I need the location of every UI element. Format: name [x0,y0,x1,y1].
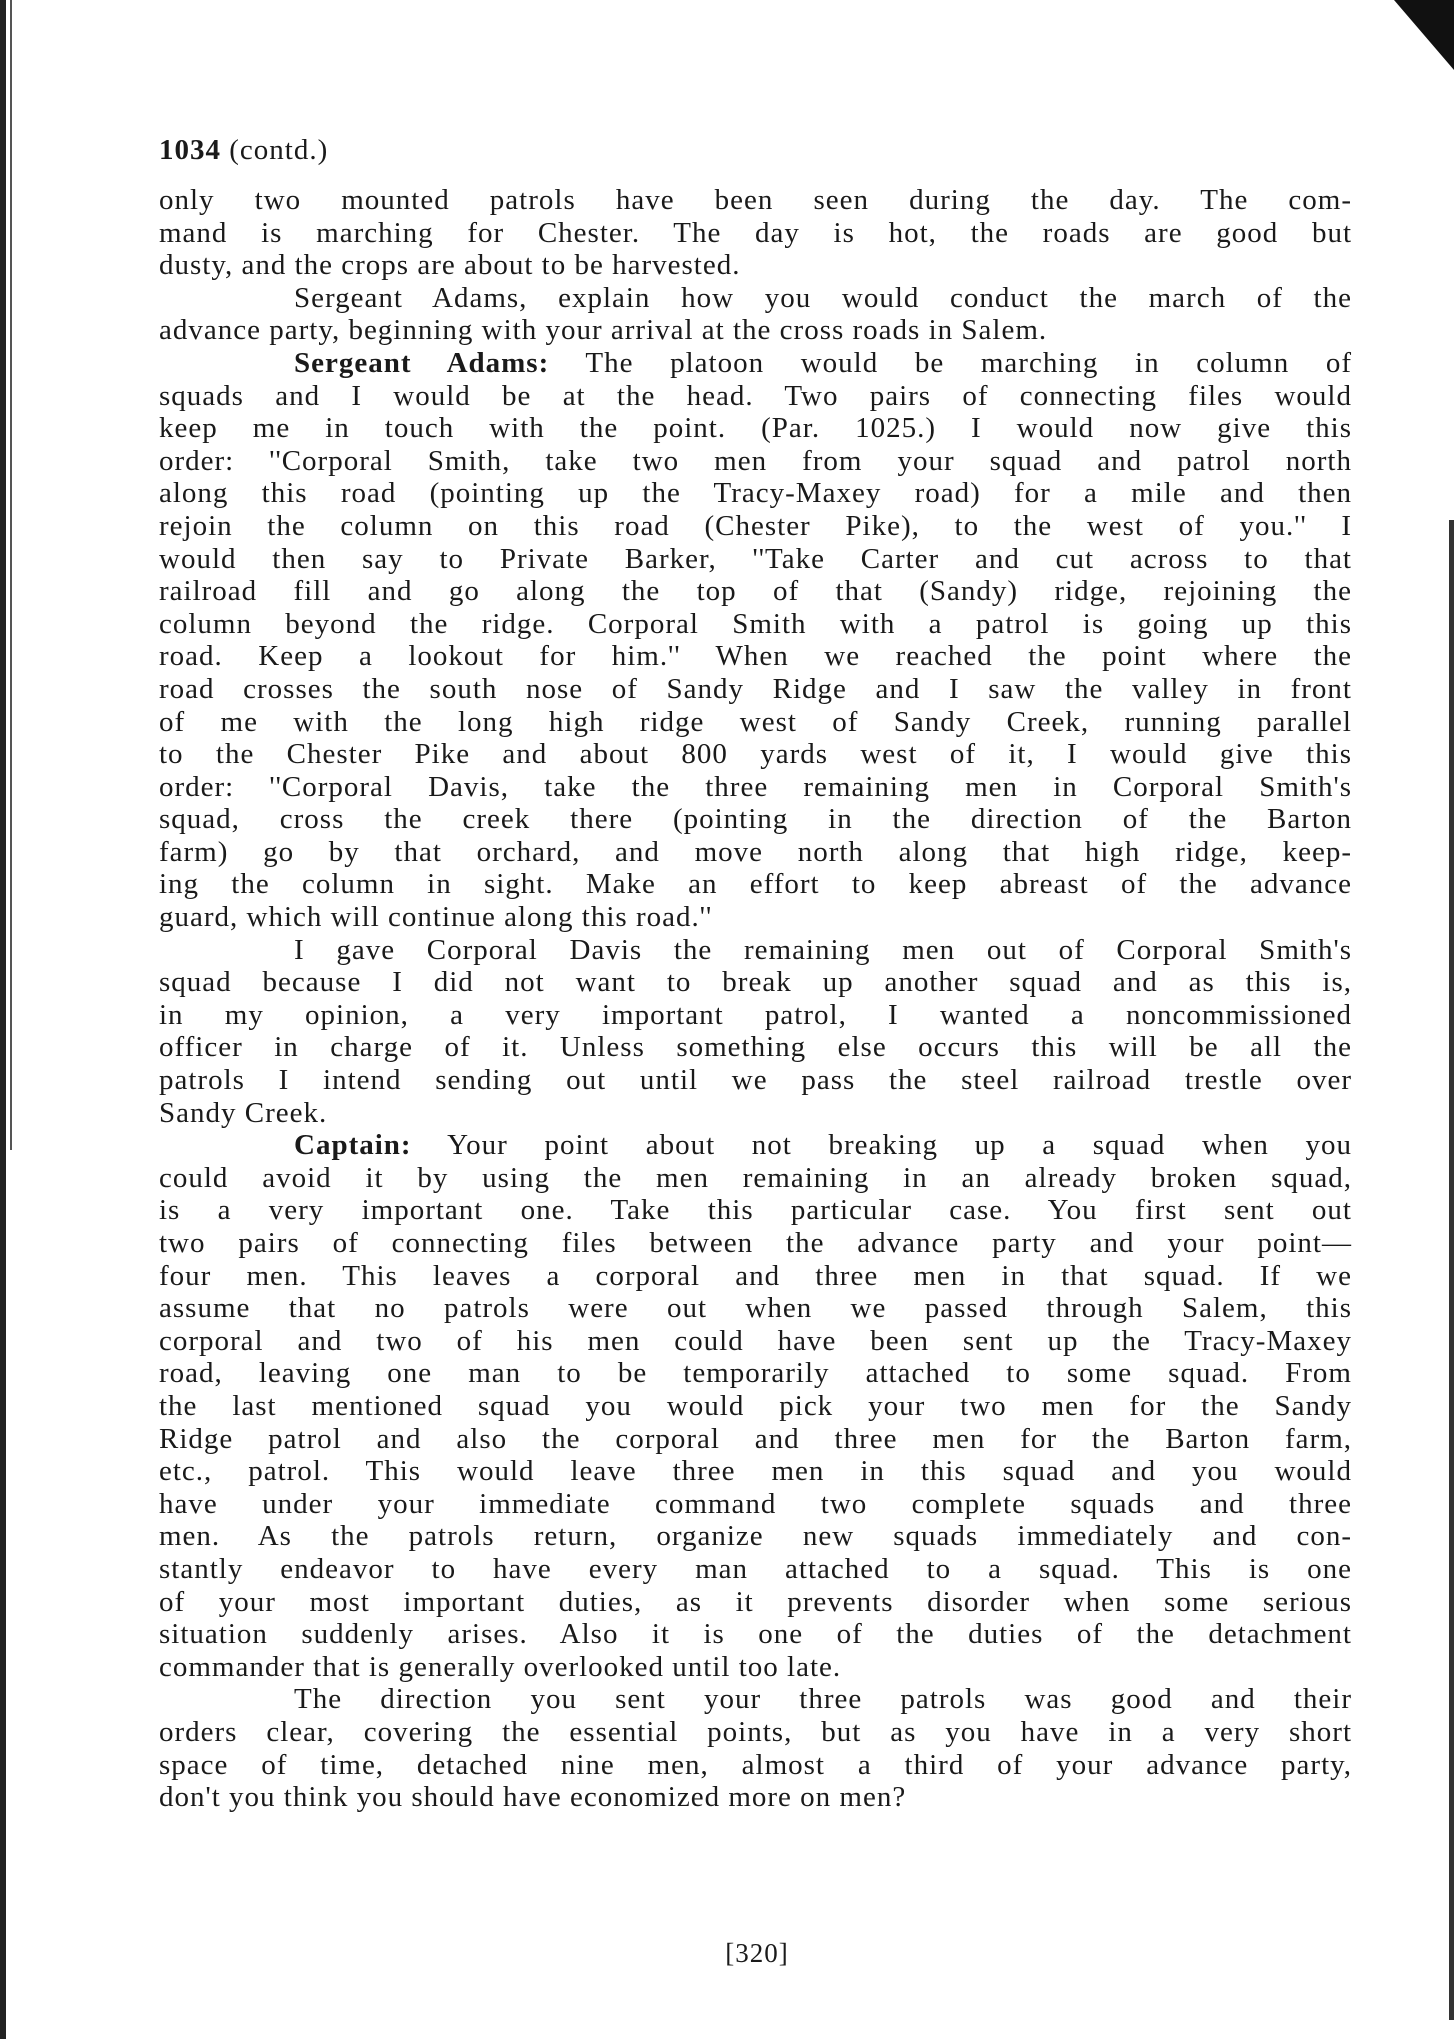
line-text: four men. This leaves a corporal and three men in that squad. If we [159,1259,1352,1292]
line-text: Sergeant Adams, explain how you would conduct the march of the [294,281,1352,314]
text-line [159,1586,1352,1619]
line-text: order: ''Corporal Davis, take the three remaining men in Corporal Smith's [159,770,1352,803]
line-text: The platoon would be marching in column of [549,346,1352,379]
line-text: could avoid it by using the men remaining in an already broken squad, [159,1161,1352,1194]
text-line [159,803,1352,836]
line-text: road. Keep a lookout for him.'' When we reached the point where the [159,640,1352,673]
text-line [159,1553,1352,1586]
text-line [159,1260,1352,1293]
line-text: keep me in touch with the point. (Par. 1025.) I would now give this [159,412,1352,445]
text-line [159,184,1352,217]
paragraph [159,184,1352,282]
text-line [159,1618,1352,1651]
section-header [159,134,328,167]
text-line [159,249,1352,282]
text-line [159,836,1352,869]
line-text: corporal and two of his men could have been sent up the Tracy-Maxey [159,1324,1352,1357]
text-line [159,1227,1352,1260]
line-text: situation suddenly arises. Also it is one of the duties of the detachment [159,1618,1352,1651]
scan-border-right [1449,520,1454,2020]
text-line [159,934,1352,967]
line-text: the last mentioned squad you would pick your two men for the Sandy [159,1389,1352,1422]
text-line [159,1423,1352,1456]
line-text: stantly endeavor to have every man attached to a squad. This is one [159,1552,1352,1585]
section-continued: (contd.) [221,134,329,166]
line-text: have under your immediate command two complete squads and three [159,1487,1352,1520]
line-text: Ridge patrol and also the corporal and three men for the Barton farm, [159,1422,1352,1455]
text-line [159,1455,1352,1488]
line-text: column beyond the ridge. Corporal Smith with a patrol is going up this [159,607,1352,640]
text-line [159,543,1352,576]
text-line [159,314,1352,347]
line-text: assume that no patrols were out when we passed through Salem, this [159,1292,1352,1325]
text-line [159,608,1352,641]
line-text: of me with the long high ridge west of Sandy Creek, running parallel [159,705,1352,738]
line-text: ing the column in sight. Make an effort to keep abreast of the advance [159,868,1352,901]
line-text: only two mounted patrols have been seen during the day. The com- [159,184,1352,216]
text-line [159,901,1352,934]
text-line [159,673,1352,706]
text-line [159,966,1352,999]
line-text: dusty, and the crops are about to be harvested. [159,249,741,282]
text-line [159,575,1352,608]
text-line [159,1292,1352,1325]
line-text: two pairs of connecting files between the advance party and your point— [159,1227,1352,1259]
text-line [159,1749,1352,1782]
line-text: order: ''Corporal Smith, take two men from your squad and patrol north [159,444,1352,477]
page-body [159,184,1352,1814]
line-text: in my opinion, a very important patrol, I wanted a noncommissioned [159,998,1352,1031]
line-text: patrols I intend sending out until we pass the steel railroad trestle over [159,1064,1352,1097]
text-line [159,1162,1352,1195]
text-line [159,706,1352,739]
text-line [159,1390,1352,1423]
text-line [159,1488,1352,1521]
text-line [159,282,1352,315]
paragraph [159,1683,1352,1813]
line-text: squad because I did not want to break up another squad and as this is, [159,966,1352,999]
paragraph [159,347,1352,934]
page-footer [0,1938,1454,1969]
line-text: squads and I would be at the head. Two pairs of connecting files would [159,379,1352,412]
paragraph [159,282,1352,347]
text-line [159,217,1352,250]
text-line [159,1325,1352,1358]
text-line [159,380,1352,413]
line-text: road crosses the south nose of Sandy Ridge and I saw the valley in front [159,672,1352,705]
text-line [159,738,1352,771]
line-text: men. As the patrols return, organize new squads immediately and con- [159,1520,1352,1553]
line-text: don't you think you should have economized more on men? [159,1781,907,1814]
line-text: farm) go by that orchard, and move north along that high ridge, keep- [159,835,1352,868]
line-text: I gave Corporal Davis the remaining men out of Corporal Smith's [294,933,1352,966]
text-line [159,771,1352,804]
text-line [159,477,1352,510]
text-line [159,1781,1352,1814]
line-text: guard, which will continue along this road.'' [159,901,713,934]
line-text: to the Chester Pike and about 800 yards west of it, I would give this [159,738,1352,771]
line-text: would then say to Private Barker, ''Take Carter and cut across to that [159,542,1352,575]
line-text: etc., patrol. This would leave three men in this squad and you would [159,1455,1352,1488]
text-line [159,868,1352,901]
text-line [159,1129,1352,1162]
text-line [159,510,1352,543]
line-text: of your most important duties, as it prevents disorder when some serious [159,1585,1352,1618]
line-text: commander that is generally overlooked until too late. [159,1650,842,1683]
speaker-label: Captain: [294,1129,412,1162]
text-line [159,1716,1352,1749]
text-line [159,999,1352,1032]
text-line [159,1031,1352,1064]
line-text: along this road (pointing up the Tracy-Maxey road) for a mile and then [159,477,1352,510]
line-text: Sandy Creek. [159,1096,328,1129]
text-line [159,1357,1352,1390]
text-line [159,1064,1352,1097]
paragraph [159,934,1352,1130]
line-text: railroad fill and go along the top of that (Sandy) ridge, rejoining the [159,575,1352,608]
text-line [159,1651,1352,1684]
text-line [159,347,1352,380]
scan-border-line [10,0,12,1150]
line-text: mand is marching for Chester. The day is hot, the roads are good but [159,216,1352,249]
line-text: orders clear, covering the essential points, but as you have in a very short [159,1715,1352,1748]
scan-border-left [0,0,6,2039]
paragraph [159,1129,1352,1683]
line-text: space of time, detached nine men, almost a third of your advance party, [159,1748,1352,1781]
line-text: officer in charge of it. Unless something else occurs this will be all the [159,1031,1352,1064]
text-line [159,445,1352,478]
line-text: squad, cross the creek there (pointing in the direction of the Barton [159,803,1352,836]
line-text: road, leaving one man to be temporarily attached to some squad. From [159,1357,1352,1390]
text-line [159,1683,1352,1716]
line-text: Your point about not breaking up a squad when you [411,1129,1352,1162]
speaker-label: Sergeant Adams: [294,346,550,379]
line-text: advance party, beginning with your arrival at the cross roads in Salem. [159,314,1048,347]
text-line [159,1097,1352,1130]
line-text: rejoin the column on this road (Chester Pike), to the west of you.'' I [159,509,1352,542]
line-text: is a very important one. Take this particular case. You first sent out [159,1194,1352,1227]
line-text: The direction you sent your three patrols was good and their [294,1683,1352,1716]
text-line [159,412,1352,445]
text-line [159,1194,1352,1227]
text-line [159,1520,1352,1553]
section-number: 1034 [159,134,221,166]
scan-corner-mark [1394,0,1454,70]
page-number: [320] [725,1938,789,1968]
text-line [159,640,1352,673]
